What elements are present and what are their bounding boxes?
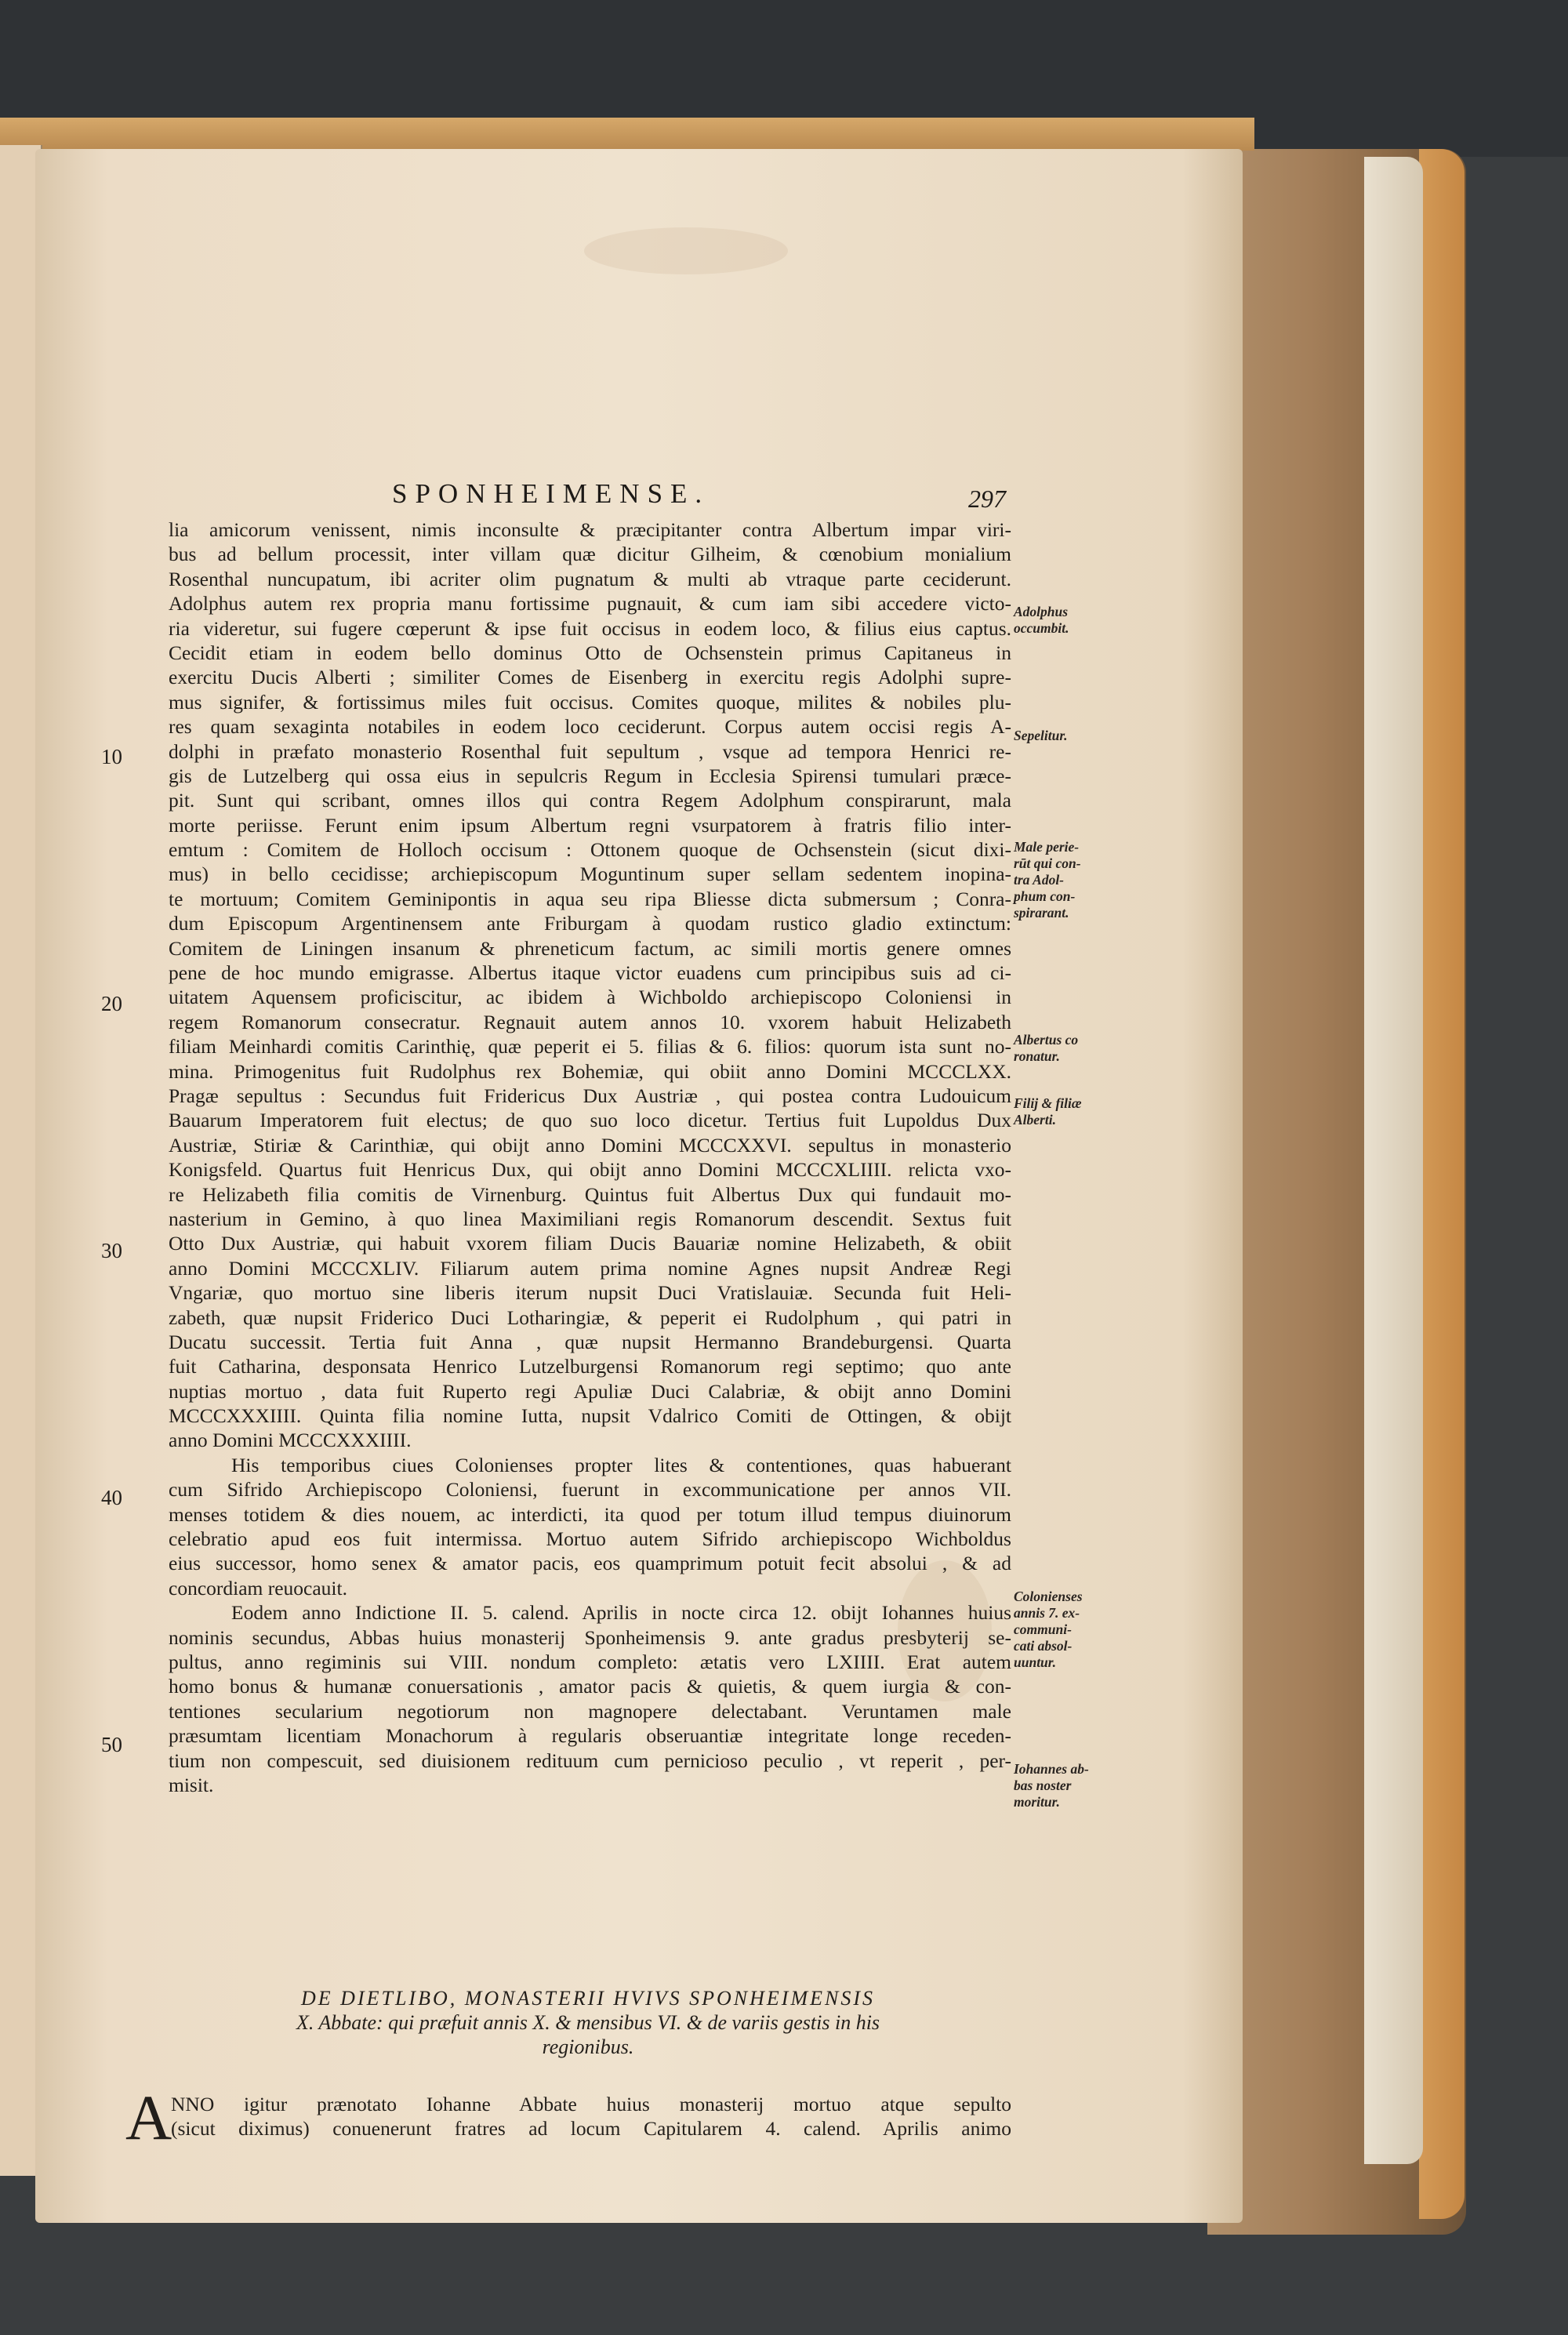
text-line: Ducatu successit. Tertia fuit Anna , quæ nupsit Hermanno Brandeburgensi. Quarta [169,1330,1011,1353]
marginal-note: Adolphus occumbit. [1014,604,1069,636]
text-line: regem Romanorum consecratur. Regnauit autem annos 10. vxorem habuit Helizabeth [169,1010,1011,1033]
chapter-subtitle: X. Abbate: qui præfuit annis X. & mensibus VI. & de variis gestis in his [296,2011,880,2034]
text-line: ria videretur, sui fugere cœperunt & ipse fuit occisus in eodem loco, & filius eius captus. [169,616,1011,640]
text-line: misit. [169,1773,214,1796]
main-text-block [169,517,1011,1797]
text-line: fuit Catharina, desponsata Henrico Lutzelburgensi Romanorum regi septimo; quo ante [169,1355,1011,1378]
book-page [35,149,1243,2223]
book-top-spine [0,118,1254,151]
line-number: 20 [101,992,122,1015]
text-line: pultus, anno regiminis sui VIII. nondum completo: ætatis vero LXIIII. Erat autem [169,1650,1011,1673]
text-line: concordiam reuocauit. [169,1576,347,1600]
text-line: cum Sifrido Archiepiscopo Coloniensi, fuerunt in excommunicatione per annos VII. [169,1478,1011,1502]
text-line: Adolphus autem rex propria manu fortissime pugnauit, & cum iam sibi accedere victo- [169,592,1011,616]
text-line: NNO igitur prænotato Iohanne Abbate huius monasterij mortuo atque sepulto [171,2093,1011,2115]
text-line: nuptias mortuo , data fuit Ruperto regi Apuliæ Duci Calabriæ, & obijt anno Domini [169,1379,1011,1403]
chapter-opening [125,2082,1011,2153]
text-line: re Helizabeth filia comitis de Virnenburg. Quintus fuit Albertus Dux qui fundauit mo- [169,1182,1011,1206]
text-line: pit. Sunt qui scribant, omnes illos qui contra Regem Adolphum conspirarunt, mala [169,789,1011,812]
text-line: Eodem anno Indictione II. 5. calend. Aprilis in nocte circa 12. obijt Iohannes huius [231,1601,1011,1625]
text-line: homo bonus & humanæ conuersationis , amator pacis & quietis, & quem iurgia & con- [169,1675,1011,1698]
text-line: nominis secundus, Abbas huius monasterij Sponheimensis 9. ante gradus presbyterij se- [169,1625,1011,1649]
text-line: Vngariæ, quo mortuo sine liberis iterum nupsit Duci Vratislauiæ. Secunda fuit Heli- [169,1281,1011,1305]
page-number: 297 [968,485,1006,513]
marginal-note: Filij & filiæ Alberti. [1014,1095,1082,1128]
text-line: nasterium in Gemino, à quo linea Maximiliani regis Romanorum descendit. Sextus fuit [169,1207,1011,1230]
text-line: MCCCXXXIIII. Quinta filia nomine Iutta, nupsit Vdalrico Comiti de Ottingen, & obijt [169,1404,1011,1428]
text-line: anno Domini MCCCXLIV. Filiarum autem prima nomine Agnes nupsit Andreæ Regi [169,1256,1011,1280]
text-line: gis de Lutzelberg qui ossa eius in sepulcris Regum in Ecclesia Spirensi tumulari præce- [169,764,1011,787]
text-line: morte periisse. Ferunt enim ipsum Albertum regni vsurpatorem à fratris filio inter- [169,813,1011,837]
text-line: Austriæ, Stiriæ & Carinthiæ, qui obijt anno Domini MCCCXXVI. sepultus in monasterio [169,1133,1011,1157]
marginal-note: Colonienses annis 7. ex- communi- cati absol- uuntur. [1014,1589,1083,1670]
text-line: Otto Dux Austriæ, qui habuit vxorem filiam Ducis Bauariæ nomine Helizabeth, & obiit [169,1232,1011,1255]
line-number: 10 [101,745,122,768]
text-line: filiam Meinhardi comitis Carinthię, quæ peperit ei 5. filias & 6. filios: quorum ista sunt no- [169,1035,1011,1059]
running-title: SPONHEIMENSE. [392,478,710,509]
chapter-subtitle: regionibus. [542,2035,634,2058]
text-line: uitatem Aquensem proficiscitur, ac ibidem à Wichboldo archiepiscopo Coloniensi in [169,986,1011,1009]
chapter-heading [153,1986,1023,2059]
text-line: Konigsfeld. Quartus fuit Henricus Dux, qui obijt anno Domini MCCCXLIIII. relicta vxo- [169,1158,1011,1182]
text-line: exercitu Ducis Alberti ; similiter Comes de Eisenberg in exercitu regis Adolphi supre- [169,666,1011,689]
text-line: (sicut diximus) conuenerunt fratres ad locum Capitularem 4. calend. Aprilis animo [171,2117,1011,2141]
text-line: His temporibus ciues Colonienses propter lites & contentiones, quas habuerant [231,1453,1011,1476]
text-line: celebratio apud eos fuit intermissa. Mortuo autem Sifrido archiepiscopo Wichboldus [169,1527,1011,1551]
chapter-title: DE DIETLIBO, MONASTERII HVIVS SPONHEIMENSIS [301,1987,875,2010]
text-line: dum Episcopum Argentinensem ante Friburgam à quodam rustico gladio extinctum: [169,912,1011,935]
line-number: 30 [101,1239,122,1262]
text-line: pene de hoc mundo emigrasse. Albertus itaque victor euadens cum principibus suis ad ci- [169,961,1011,985]
text-line: tentiones secularium negotiorum non magnopere delectabant. Veruntamen male [169,1699,1011,1723]
text-line: Rosenthal nuncupatum, ibi acriter olim pugnatum & multi ab vtraque parte ceciderunt. [169,567,1011,590]
text-line: res quam sexaginta notabiles in eodem loco ceciderunt. Corpus autem occisi regis A- [169,715,1011,739]
marginal-note: Iohannes ab- bas noster moritur. [1014,1761,1089,1810]
text-line: Cecidit etiam in eodem bello dominus Otto de Ochsenstein primus Capitaneus in [169,641,1011,664]
text-line: eius successor, homo senex & amator pacis, eos quamprimum potuit fecit absolui , & ad [169,1552,1011,1575]
text-line: præsumtam licentiam Monachorum à regularis obseruantiæ integritate longe receden- [169,1724,1011,1748]
text-line: dolphi in præfato monasterio Rosenthal fuit sepultum , vsque ad tempora Henrici re- [169,739,1011,763]
text-line: Bauarum Imperatorem fuit electus; de quo suo loco dicetur. Tertius fuit Lupoldus Dux [169,1109,1011,1132]
drop-initial: A [125,2082,172,2153]
text-line: Pragæ sepultus : Secundus fuit Fridericus Dux Austriæ , qui postea contra Ludouicum [169,1084,1011,1107]
marginal-note: Male perie- rūt qui con- tra Adol- phum con- spirarant. [1014,839,1081,921]
paper-stain [584,227,788,274]
marginal-note: Albertus co ronatur. [1014,1032,1079,1064]
text-line: bus ad bellum processit, inter villam quæ dicitur Gilheim, & cœnobium monialium [169,543,1011,566]
text-line: mus signifer, & fortissimus miles fuit occisus. Comites quoque, milites & nobiles plu- [169,690,1011,714]
text-line: Comitem de Liningen insanum & phreneticum factum, ac simili mortis genere omnes [169,936,1011,960]
line-number: 40 [101,1486,122,1509]
text-line: te mortuum; Comitem Geminipontis in aqua seu ripa Bliesse dicta submersum ; Conra- [169,887,1011,910]
text-line: mus) in bello cecidisse; archiepiscopum Moguntinum super sellam sedentem inopina- [169,862,1011,886]
text-line: menses totidem & dies nouem, ac interdicti, ita quod per totum illud tempus diuinorum [169,1502,1011,1526]
text-line: emtum : Comitem de Holloch occisum : Ottonem quoque de Ochsenstein (sicut dixi- [169,838,1011,862]
line-number: 50 [101,1733,122,1756]
book-cover-edge [1419,149,1465,2219]
text-line: lia amicorum venissent, nimis inconsulte & præcipitanter contra Albertum impar viri- [169,518,1011,541]
text-line: anno Domini MCCCXXXIIII. [169,1429,412,1452]
page-block-edge [1364,157,1423,2164]
text-line: mina. Primogenitus fuit Rudolphus rex Bohemiæ, qui obiit anno Domini MCCCLXX. [169,1059,1011,1083]
text-line: zabeth, quæ nupsit Friderico Duci Lotharingiæ, & peperit ei Rudolphum , qui patri in [169,1305,1011,1329]
text-line: tium non compescuit, sed diuisionem redituum cum pernicioso peculio , vt reperit , per- [169,1749,1011,1772]
marginal-note: Sepelitur. [1014,728,1068,743]
